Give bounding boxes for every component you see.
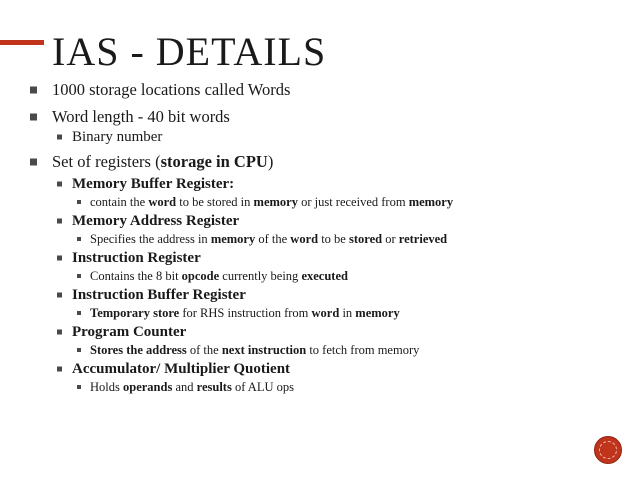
text-part: or bbox=[382, 232, 399, 246]
register-pc-desc bbox=[90, 340, 419, 360]
bold-text: Stores the address bbox=[90, 343, 187, 357]
bold-text: memory bbox=[408, 195, 454, 209]
bullet-registers bbox=[52, 152, 273, 172]
slide-number-circle-icon bbox=[594, 436, 622, 464]
bold-text: opcode bbox=[181, 269, 220, 283]
title-accent-bar bbox=[0, 40, 44, 45]
square-bullet-icon bbox=[57, 330, 62, 335]
square-bullet-icon bbox=[77, 274, 81, 278]
text-part: Set of registers ( bbox=[52, 152, 161, 171]
text-part: of ALU ops bbox=[231, 380, 294, 394]
bold-text: word bbox=[290, 232, 319, 246]
square-bullet-icon bbox=[77, 200, 81, 204]
text-part: contain the bbox=[90, 195, 149, 209]
slide-title: IAS - DETAILS bbox=[52, 29, 327, 74]
register-ir-desc bbox=[90, 266, 348, 286]
square-bullet-icon bbox=[57, 293, 62, 298]
square-bullet-icon bbox=[30, 114, 37, 121]
bold-text: storage in CPU bbox=[160, 152, 268, 171]
text-part: of the bbox=[255, 232, 291, 246]
square-bullet-icon bbox=[57, 182, 62, 187]
register-mbr bbox=[72, 174, 234, 194]
text-part: in bbox=[339, 306, 356, 320]
sub-bullet-binary bbox=[72, 127, 162, 147]
bold-text: memory bbox=[253, 195, 298, 209]
square-bullet-icon bbox=[57, 367, 62, 372]
square-bullet-icon bbox=[57, 219, 62, 224]
bullet-word-length bbox=[52, 107, 230, 127]
square-bullet-icon bbox=[77, 348, 81, 352]
register-label: Program Counter bbox=[72, 324, 187, 340]
square-bullet-icon bbox=[77, 237, 81, 241]
register-label: Instruction Register bbox=[72, 250, 201, 266]
text-part: to be stored in bbox=[176, 195, 254, 209]
register-label: Instruction Buffer Register bbox=[72, 287, 246, 303]
bold-text: operands bbox=[123, 380, 173, 394]
bold-text: executed bbox=[301, 269, 348, 283]
square-bullet-icon bbox=[30, 87, 37, 94]
text-part: to fetch from memory bbox=[306, 343, 420, 357]
square-bullet-icon bbox=[77, 385, 81, 389]
text-part: ) bbox=[267, 152, 274, 171]
bullet-text: Binary number bbox=[72, 129, 163, 145]
register-label: Memory Address Register bbox=[72, 213, 240, 229]
bullet-text: Word length - 40 bit words bbox=[52, 107, 230, 126]
register-pc bbox=[72, 322, 186, 342]
bold-text: next instruction bbox=[221, 343, 307, 357]
register-ibr bbox=[72, 285, 246, 305]
bold-text: Temporary store bbox=[90, 306, 180, 320]
bold-text: retrieved bbox=[398, 232, 448, 246]
register-mar bbox=[72, 211, 239, 231]
register-mar-desc bbox=[90, 229, 447, 249]
square-bullet-icon bbox=[77, 311, 81, 315]
bullet-storage-locations bbox=[52, 80, 290, 100]
text-part: Holds bbox=[90, 380, 123, 394]
text-part: currently being bbox=[219, 269, 302, 283]
bold-text: memory bbox=[355, 306, 400, 320]
bullet-text: 1000 storage locations called Words bbox=[52, 80, 291, 99]
register-ir bbox=[72, 248, 201, 268]
register-ac-mq bbox=[72, 359, 290, 379]
text-part: and bbox=[172, 380, 197, 394]
text-part: for RHS instruction from bbox=[179, 306, 312, 320]
text-part: Specifies the address in bbox=[90, 232, 211, 246]
square-bullet-icon bbox=[57, 256, 62, 261]
bold-text: word bbox=[148, 195, 177, 209]
bold-text: stored bbox=[348, 232, 383, 246]
register-label: Memory Buffer Register: bbox=[72, 176, 235, 192]
text-part: to be bbox=[318, 232, 349, 246]
register-ac-desc bbox=[90, 377, 294, 397]
bold-text: memory bbox=[210, 232, 256, 246]
text-part: or just received from bbox=[297, 195, 409, 209]
register-mbr-desc bbox=[90, 192, 453, 212]
square-bullet-icon bbox=[30, 159, 37, 166]
text-part: Contains the 8 bit bbox=[90, 269, 182, 283]
bold-text: word bbox=[311, 306, 340, 320]
square-bullet-icon bbox=[57, 135, 62, 140]
bold-text: results bbox=[196, 380, 232, 394]
register-label: Accumulator/ Multiplier Quotient bbox=[72, 361, 291, 377]
register-ibr-desc bbox=[90, 303, 400, 323]
text-part: of the bbox=[186, 343, 222, 357]
